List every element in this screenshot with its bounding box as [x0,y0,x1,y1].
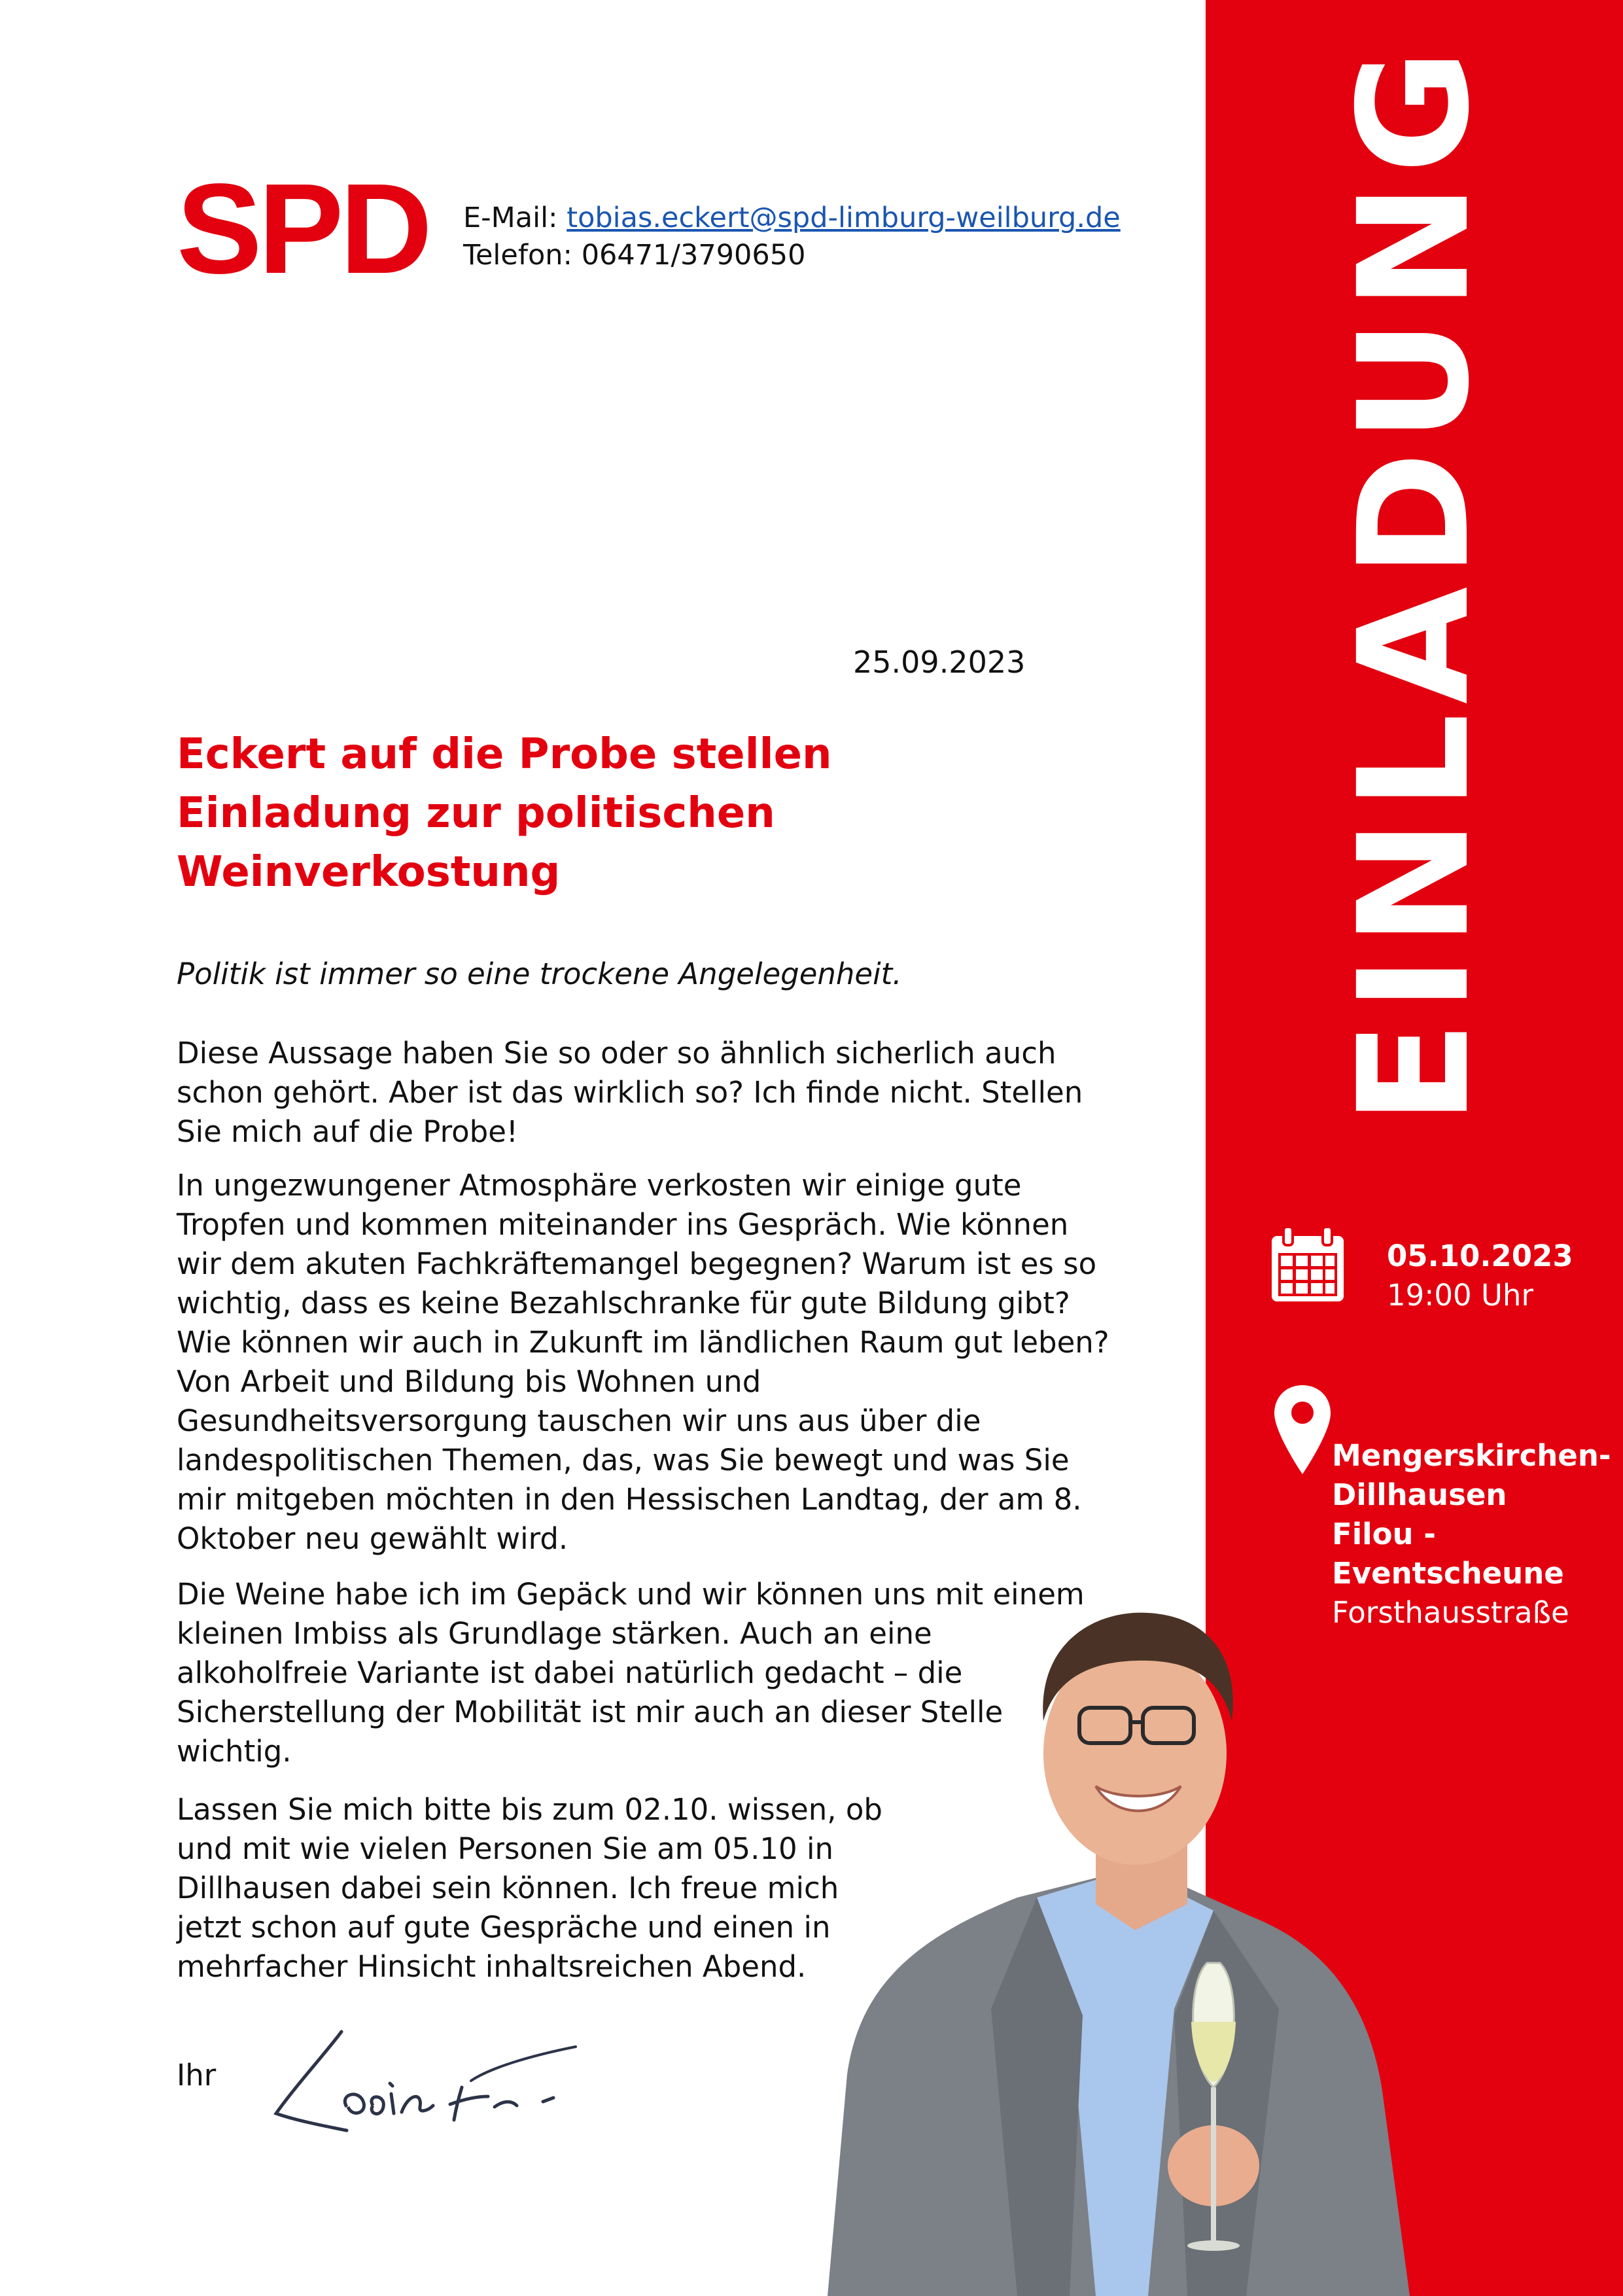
paragraph-2 [177,1166,1112,1559]
letter-date: 25.09.2023 [853,645,1026,680]
paragraph-1 [177,1034,1112,1152]
email-line [463,200,1121,237]
venue-street: Forsthausstraße [1332,1595,1569,1630]
event-date: 05.10.2023 [1387,1239,1573,1273]
vertical-title-text: EINLADUNG [1326,40,1503,1125]
headline [177,725,832,902]
email-link[interactable]: tobias.eckert@spd-limburg-weilburg.de [567,202,1121,234]
venue-line: Eventscheune [1332,1556,1564,1591]
text-line: Lassen Sie mich bitte bis zum 02.10. wissen, ob [177,1792,882,1827]
headline-line-3: Weinverkostung [177,848,561,896]
vertical-title [1206,40,1623,1125]
text-line: mir mitgeben möchten in den Hessischen Landtag, der am 8. [177,1482,1082,1517]
contact-block [463,200,1121,274]
intro-line: Politik ist immer so eine trockene Angelegenheit. [177,957,902,991]
phone-line [463,237,1121,274]
signature-image [268,2015,635,2146]
text-line: Diese Aussage haben Sie so oder so ähnlich sicherlich auch [177,1036,1056,1070]
text-line: alkoholfreie Variante ist dabei natürlich gedacht – die [177,1655,963,1690]
text-line: jetzt schon auf gute Gespräche und einen in [177,1910,831,1945]
text-line: wir dem akuten Fachkräftemangel begegnen? Warum ist es so [177,1246,1097,1281]
portrait-photo [821,1511,1410,2296]
event-time: 19:00 Uhr [1387,1278,1533,1313]
text-line: Dillhausen dabei sein können. Ich freue mich [177,1871,839,1905]
paragraph-4 [177,1790,890,1987]
text-line: Von Arbeit und Bildung bis Wohnen und [177,1364,761,1399]
venue-line: Mengerskirchen- [1332,1438,1611,1473]
text-line: Sicherstellung der Mobilität ist mir auch an dieser Stelle [177,1695,1003,1729]
phone-label: Telefon: [463,239,573,272]
text-line: und mit wie vielen Personen Sie am 05.10 in [177,1831,833,1866]
text-line: mehrfacher Hinsicht inhaltsreichen Abend. [177,1949,807,1984]
text-line: schon gehört. Aber ist das wirklich so? Ich finde nicht. Stellen [177,1075,1083,1110]
location-pin-icon [1273,1384,1332,1475]
text-line: Oktober neu gewählt wird. [177,1521,568,1556]
text-line: Wie können wir auch in Zukunft im ländlichen Raum gut leben? [177,1325,1109,1360]
email-label: E-Mail: [463,202,558,234]
text-line: wichtig. [177,1734,292,1769]
headline-line-2: Einladung zur politischen [177,789,775,838]
text-line: wichtig, dass es keine Bezahlschranke für gute Bildung gibt? [177,1286,1070,1320]
text-line: Die Weine habe ich im Gepäck und wir können uns mit einem [177,1577,1085,1612]
venue-line: Dillhausen [1332,1477,1507,1512]
text-line: landespolitischen Themen, das, was Sie bewegt und was Sie [177,1443,1070,1477]
text-line: Sie mich auf die Probe! [177,1114,518,1149]
venue-line: Filou - [1332,1517,1436,1551]
text-line: In ungezwungener Atmosphäre verkosten wir einige gute [177,1168,1022,1203]
text-line: Tropfen und kommen miteinander ins Gespräch. Wie können [177,1207,1069,1242]
text-line: kleinen Imbiss als Grundlage stärken. Auch an eine [177,1616,932,1651]
calendar-icon [1269,1227,1346,1304]
closing-salutation: Ihr [177,2058,217,2093]
phone-number: 06471/3790650 [581,239,806,272]
event-datetime [1387,1237,1573,1315]
text-line: Gesundheitsversorgung tauschen wir uns aus über die [177,1404,981,1438]
headline-line-1: Eckert auf die Probe stellen [177,730,832,779]
spd-logo: SPD [177,157,429,300]
